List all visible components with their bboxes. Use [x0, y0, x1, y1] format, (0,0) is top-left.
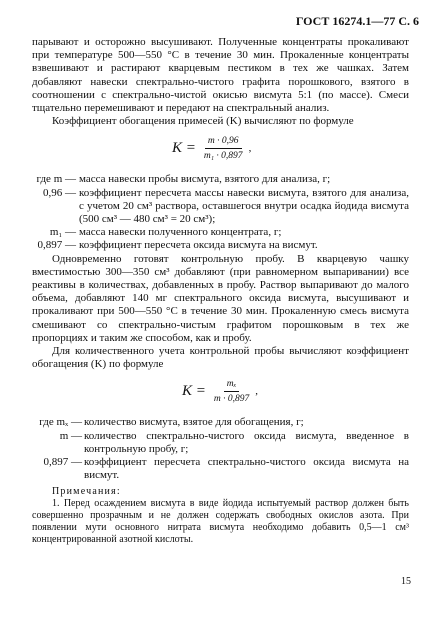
page-number: 15 — [401, 576, 411, 587]
paragraph-2: Коэффициент обогащения примесей (K) вычисляют по формуле — [52, 115, 354, 128]
formula-2-lhs: K = — [182, 382, 206, 399]
formula-1-lhs: K = — [172, 139, 196, 156]
note-item-1: 1. Перед осаждением висмута в виде йодида испытуемый раствор должен быть совершенно прозрачным и не должен содержать свободных окислов азота. При появлении мути основного нитрата висмута необходимо добавить 0,5—1 см³ концентрированной азотной кислоты. — [32, 498, 409, 546]
def-text: коэффициент пересчета спектрально-чистого оксида висмута на висмут. — [84, 456, 409, 482]
paragraph-3: Одновременно готовят контрольную пробу. В кварцевую чашку вместимостью 300—350 см³ добавляют (при равномерном выпаривании) все реактивы в количествах, добавленных в пробу. Раствор выпаривают до малого объема, добавляют 140 мг спектрального оксида висмута, высушивают и прокаливают при 500—550 °С в течение 30 мин. Прокаленную смесь висмута смешивают со спектрально-чистым графитом порошковым в тех же пропорциях и таким же способом, как и пробу. — [32, 252, 409, 344]
formula-2-comma: , — [255, 384, 259, 397]
definitions-1 — [32, 173, 409, 252]
def-symbol: m₁ — — [49, 226, 76, 239]
paragraph-4: Для количественного учета контрольной пробы вычисляют коэффициент обогащения (K) по формуле — [32, 345, 409, 371]
def-symbol: 0,897 — — [37, 239, 76, 252]
page-header: ГОСТ 16274.1—77 С. 6 — [295, 14, 419, 28]
def-symbol: где mₓ — — [39, 416, 82, 429]
notes-title: Примечания: — [52, 486, 121, 498]
formula-1-denominator: m₁ · 0,897 — [203, 150, 243, 161]
def-text: масса навески полученного концентрата, г; — [79, 226, 282, 239]
paragraph-1: парывают и осторожно высушивают. Полученные концентраты прокаливают при температуре 500—550 °С в течение 30 мин. Прокаленные концентраты взвешивают и растирают кварцевым пестиком в тех же чашках. Затем добавляют навески спектрально-чистого графита порошкового, взятого в соотношении с спектрально-чистой окисью висмута 5:1 (по массе). Смеси тщательно перемешивают и передают на спектральный анализ. — [32, 36, 409, 115]
formula-1 — [32, 131, 409, 169]
def-symbol: 0,897 — — [43, 456, 82, 469]
def-text: масса навески пробы висмута, взятого для анализа, г; — [79, 173, 331, 186]
def-text: коэффициент пересчета оксида висмута на висмут. — [79, 239, 318, 252]
def-text: количество висмута, взятое для обогащения, г; — [84, 416, 304, 429]
formula-1-numerator: m · 0,96 — [205, 135, 242, 149]
definitions-2 — [32, 416, 409, 482]
formula-1-comma: , — [248, 141, 252, 154]
formula-2-denominator: m · 0,897 — [213, 393, 250, 404]
def-symbol: m — — [59, 429, 82, 442]
formula-2-fraction — [211, 378, 252, 405]
notes-section — [32, 486, 409, 546]
def-symbol: где m — — [36, 173, 76, 186]
formula-1-fraction — [201, 135, 246, 162]
def-symbol: 0,96 — — [43, 186, 76, 199]
formula-2-numerator: mₓ — [224, 378, 240, 392]
document-body — [32, 36, 409, 546]
def-text: количество спектрально-чистого оксида висмута, введенное в контрольную пробу, г; — [84, 429, 409, 455]
def-text: коэффициент пересчета массы навески висмута, взятого для анализа, с учетом 20 см³ раствора, оставшегося внутри осадка йодида висмута (500 см³ — 480 см³ = 20 см³); — [79, 186, 409, 226]
formula-2 — [32, 374, 409, 412]
